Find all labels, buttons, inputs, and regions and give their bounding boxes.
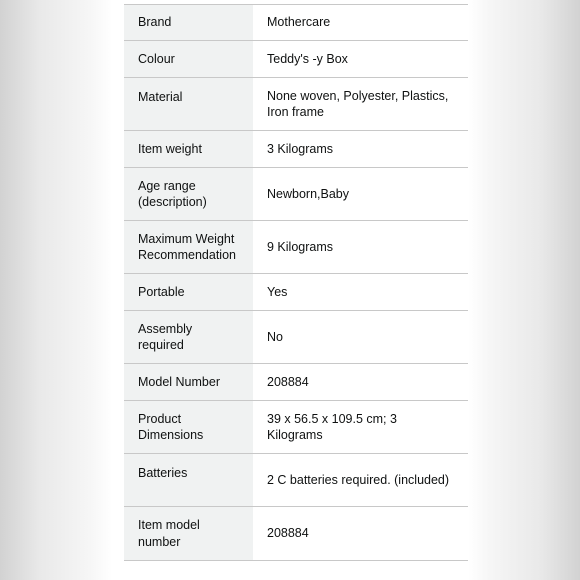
spec-value: Yes <box>253 274 468 311</box>
spec-row-maximum-weight <box>124 221 468 274</box>
spec-row-item-weight <box>124 131 468 168</box>
spec-value: None woven, Polyester, Plastics, Iron frame <box>253 78 468 131</box>
spec-value: Mothercare <box>253 5 468 41</box>
spec-label: Colour <box>124 41 253 78</box>
spec-label: Product Dimensions <box>124 401 253 454</box>
spec-value: 3 Kilograms <box>253 131 468 168</box>
spec-row-colour <box>124 41 468 78</box>
spec-label: Assembly required <box>124 311 253 364</box>
spec-value: 208884 <box>253 364 468 401</box>
spec-row-item-model-number <box>124 507 468 561</box>
spec-value: 208884 <box>253 507 468 561</box>
spec-row-portable <box>124 274 468 311</box>
spec-label: Item model number <box>124 507 253 561</box>
spec-row-assembly-required <box>124 311 468 364</box>
spec-value: No <box>253 311 468 364</box>
spec-value: 2 C batteries required. (included) <box>253 454 468 507</box>
spec-label: Model Number <box>124 364 253 401</box>
spec-label: Brand <box>124 5 253 41</box>
spec-row-age-range <box>124 168 468 221</box>
spec-value: Newborn,Baby <box>253 168 468 221</box>
spec-label: Age range (description) <box>124 168 253 221</box>
spec-label: Batteries <box>124 454 253 507</box>
spec-row-product-dimensions <box>124 401 468 454</box>
spec-value: Teddy's -y Box <box>253 41 468 78</box>
product-specifications-table <box>124 4 468 561</box>
spec-label: Portable <box>124 274 253 311</box>
spec-row-model-number <box>124 364 468 401</box>
spec-row-material <box>124 78 468 131</box>
spec-label: Item weight <box>124 131 253 168</box>
spec-label: Maximum Weight Recommendation <box>124 221 253 274</box>
spec-row-brand <box>124 5 468 41</box>
spec-value: 39 x 56.5 x 109.5 cm; 3 Kilograms <box>253 401 468 454</box>
spec-value: 9 Kilograms <box>253 221 468 274</box>
spec-label: Material <box>124 78 253 131</box>
product-details-panel <box>112 0 468 580</box>
spec-row-batteries <box>124 454 468 507</box>
